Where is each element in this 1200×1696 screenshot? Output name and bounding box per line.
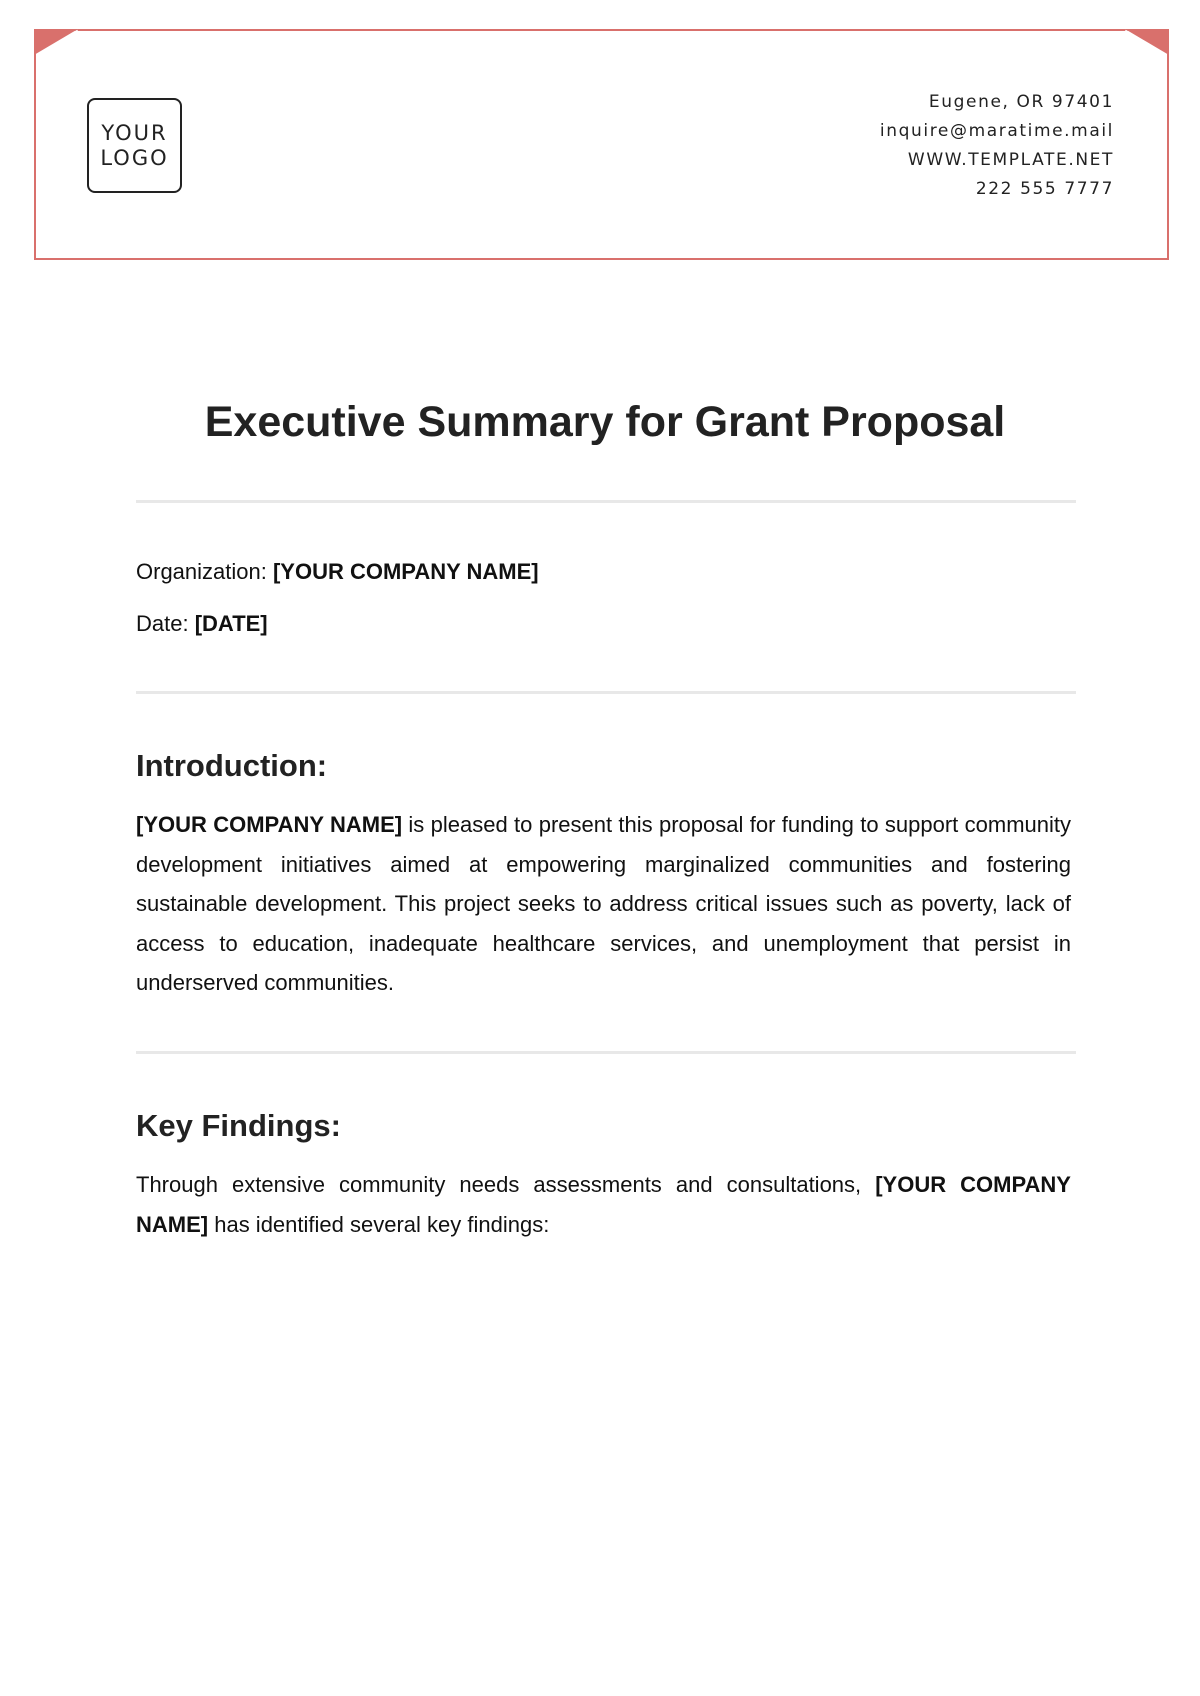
introduction-paragraph (136, 805, 1071, 1003)
introduction-body: is pleased to present this proposal for funding to support community development initiatives aimed at empowering marginalized communities and fostering sustainable development. This project seeks to address critical issues such as poverty, lack of access to education, inadequate healthcare services, and unemployment that persist in underserved communities. (136, 812, 1071, 995)
contact-address: Eugene, OR 97401 (928, 92, 1114, 112)
divider-meta (136, 691, 1076, 694)
key-findings-paragraph (136, 1165, 1071, 1244)
corner-decoration-left (34, 29, 78, 55)
divider-introduction (136, 1051, 1076, 1054)
contact-website[interactable]: WWW.TEMPLATE.NET (907, 150, 1114, 170)
introduction-company: [YOUR COMPANY NAME] (136, 812, 403, 837)
date-line (136, 611, 268, 637)
organization-value: [YOUR COMPANY NAME] (272, 559, 539, 584)
introduction-heading: Introduction: (136, 748, 328, 783)
key-findings-heading: Key Findings: (136, 1108, 341, 1143)
key-findings-body-before: Through extensive community needs assessments and consultations, (136, 1172, 876, 1197)
logo-text-line1: YOUR (101, 120, 168, 145)
key-findings-body-after: has identified several key findings: (208, 1211, 550, 1237)
document-title: Executive Summary for Grant Proposal (204, 398, 1006, 446)
corner-decoration-right (1125, 29, 1169, 55)
contact-block (880, 88, 1114, 204)
divider-top (136, 500, 1076, 503)
organization-label: Organization: (136, 559, 267, 584)
date-label: Date: (136, 611, 189, 636)
key-findings-company: [YOUR COMPANY NAME] (136, 1172, 1071, 1237)
logo-text-line2: LOGO (100, 145, 169, 170)
date-value: [DATE] (194, 611, 268, 636)
company-logo (87, 98, 182, 193)
contact-email[interactable]: inquire@maratime.mail (879, 121, 1114, 141)
organization-line (136, 559, 539, 585)
contact-phone: 222 555 7777 (975, 179, 1114, 199)
